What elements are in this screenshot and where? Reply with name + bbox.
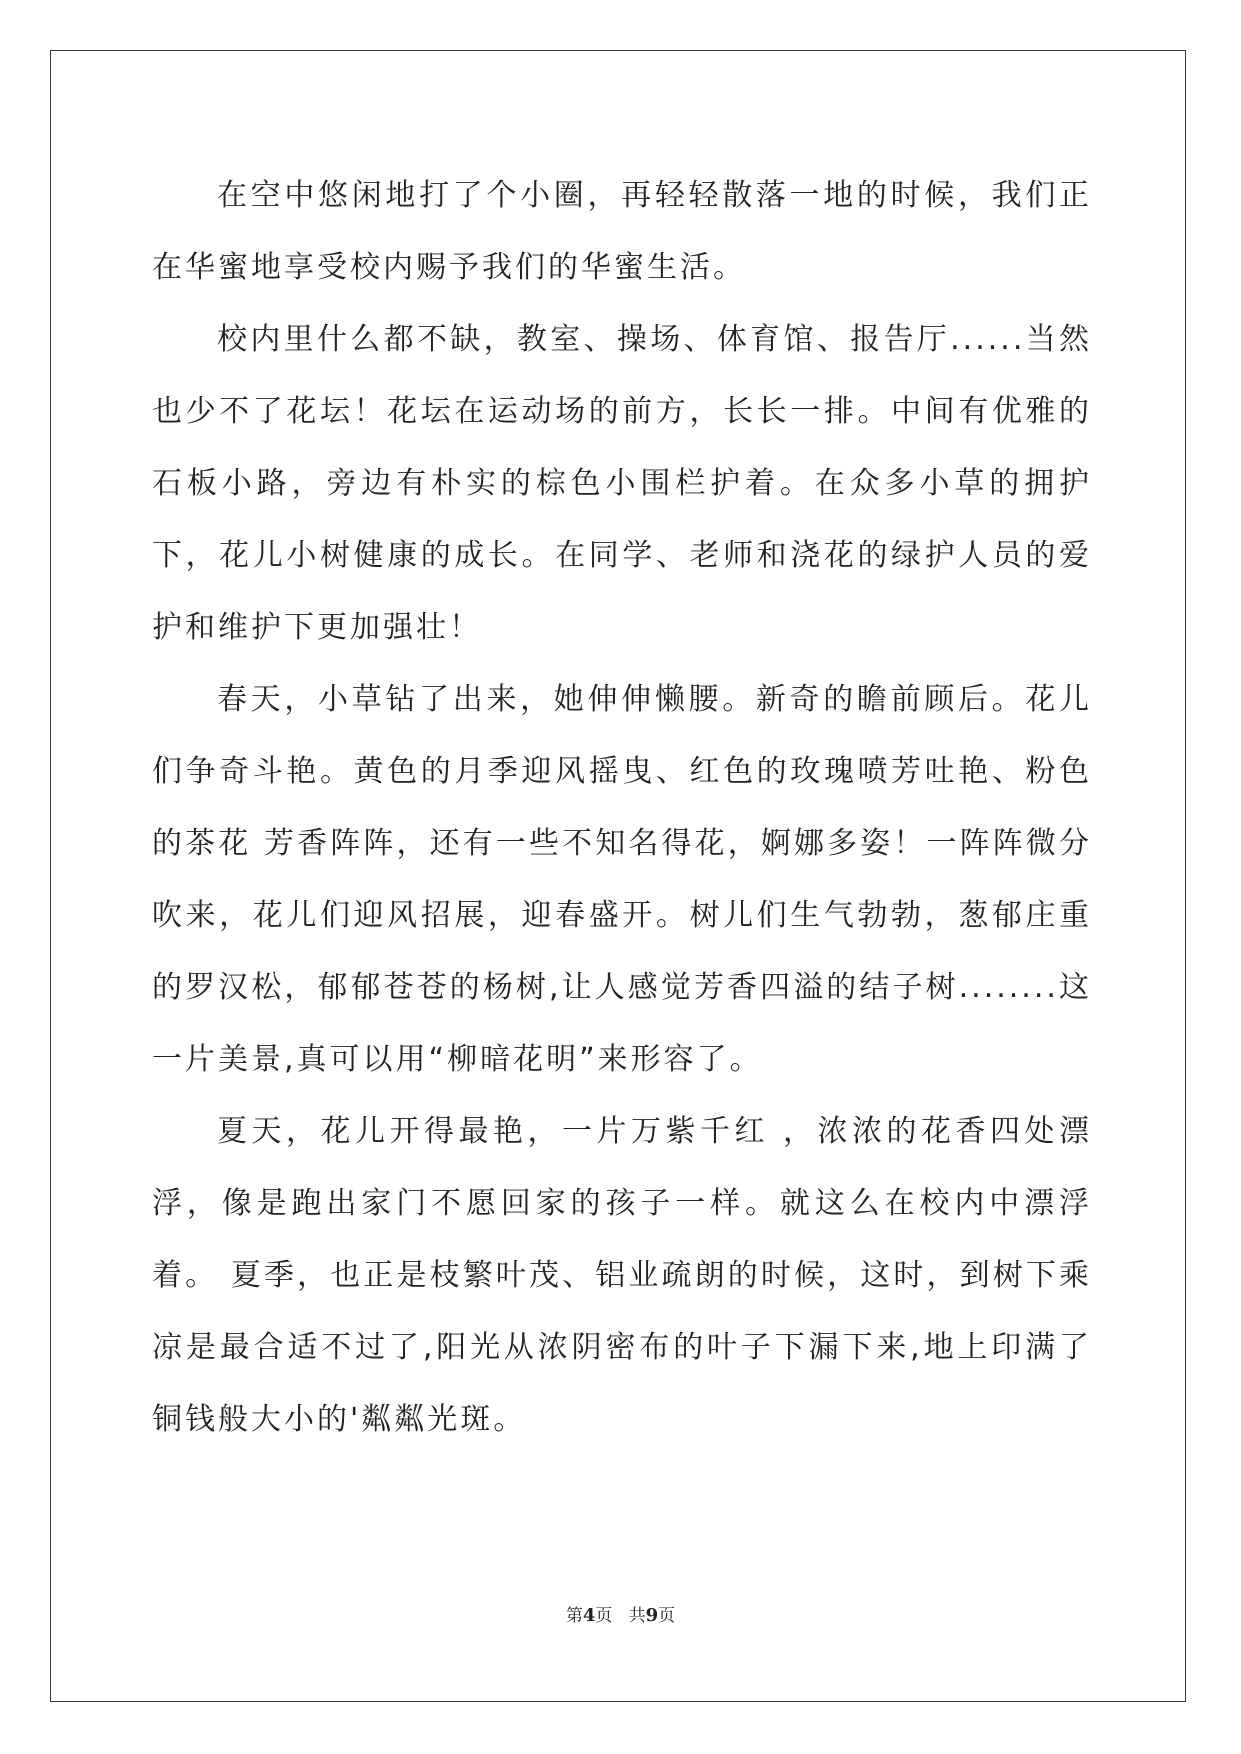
total-pages-number: 9	[645, 1605, 659, 1626]
document-body	[152, 160, 1092, 1456]
footer-total-prefix: 共	[628, 1606, 646, 1626]
current-page-number: 4	[582, 1605, 596, 1626]
paragraph-3: 春天，小草钻了出来，她伸伸懒腰。新奇的瞻前顾后。花儿们争奇斗艳。黄色的月季迎风摇曳、红色的玫瑰喷芳吐艳、粉色的茶花 芳香阵阵，还有一些不知名得花，婀娜多姿！一阵阵微分吹来，花儿们迎风招展，迎春盛开。树儿们生气勃勃，葱郁庄重的罗汉松，郁郁苍苍的杨树,让人感觉芳香四溢的结子树........这一片美景,真可以用“柳暗花明”来形容了。	[152, 682, 1092, 1077]
paragraph-4: 夏天，花儿开得最艳，一片万紫千红 ，浓浓的花香四处漂浮，像是跑出家门不愿回家的孩子一样。就这么在校内中漂浮着。 夏季，也正是枝繁叶茂、铝业疏朗的时候，这时，到树下乘凉是最合适不过了,阳光从浓阴密布的叶子下漏下来,地上印满了铜钱般大小的'粼粼光斑。	[152, 1114, 1092, 1437]
paragraph-2: 校内里什么都不缺，教室、操场、体育馆、报告厅......当然也少不了花坛！花坛在运动场的前方，长长一排。中间有优雅的石板小路，旁边有朴实的棕色小围栏护着。在众多小草的拥护下，花儿小树健康的成长。在同学、老师和浇花的绿护人员的爱护和维护下更加强壮！	[152, 322, 1092, 645]
page-footer	[0, 1601, 1241, 1626]
footer-prefix: 第	[565, 1606, 583, 1626]
footer-total-suffix: 页	[658, 1606, 676, 1626]
paragraph-1: 在空中悠闲地打了个小圈，再轻轻散落一地的时候，我们正在华蜜地享受校内赐予我们的华蜜生活。	[152, 178, 1092, 285]
footer-page-suffix: 页	[595, 1606, 613, 1626]
